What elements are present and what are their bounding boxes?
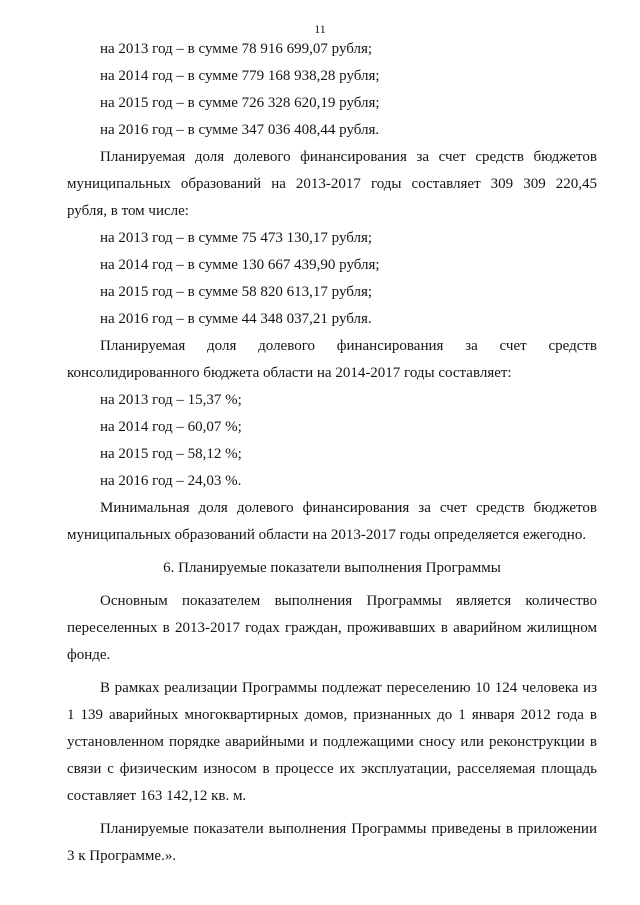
percentage-list xyxy=(67,387,597,495)
paragraph-line: Минимальная доля долевого финансирования за счет средств бюджетов xyxy=(100,500,597,516)
list-item: на 2013 год – 15,37 %; xyxy=(100,392,242,408)
list-item: на 2016 год – в сумме 44 348 037,21 рубля. xyxy=(100,311,372,327)
budget-amounts-list xyxy=(67,36,597,144)
municipal-amounts-list xyxy=(67,225,597,333)
list-item: на 2013 год – в сумме 75 473 130,17 рубля; xyxy=(100,230,373,246)
list-item: на 2015 год – в сумме 726 328 620,19 рубля; xyxy=(100,95,380,111)
section-title: 6. Планируемые показатели выполнения Программы xyxy=(163,560,501,576)
paragraph-line: связи с физическим износом в процессе их эксплуатации, расселяемая площадь xyxy=(67,761,597,777)
paragraph-line: Планируемые показатели выполнения Программы приведены в приложении xyxy=(100,821,597,837)
list-item: на 2016 год – в сумме 347 036 408,44 рубля. xyxy=(100,122,380,138)
paragraph-line: консолидированного бюджета области на 2014-2017 годы составляет: xyxy=(67,365,512,381)
paragraph-line: В рамках реализации Программы подлежат переселению 10 124 человека из xyxy=(100,680,597,696)
list-item: на 2014 год – в сумме 130 667 439,90 рубля; xyxy=(100,257,380,273)
page-number: 11 xyxy=(314,22,326,36)
paragraph-line: 1 139 аварийных многоквартирных домов, признанных до 1 января 2012 года в xyxy=(67,707,597,723)
paragraph-line: переселенных в 2013-2017 годах граждан, проживавших в аварийном жилищном xyxy=(67,620,597,636)
list-item: на 2014 год – 60,07 %; xyxy=(100,419,242,435)
appendix-paragraph xyxy=(67,816,597,870)
list-item: на 2015 год – 58,12 %; xyxy=(100,446,242,462)
page-content xyxy=(67,36,597,870)
paragraph-line: рубля, в том числе: xyxy=(67,203,189,219)
consolidated-budget-paragraph xyxy=(67,333,597,387)
list-item: на 2014 год – в сумме 779 168 938,28 рубля; xyxy=(100,68,380,84)
paragraph-line: Основным показателем выполнения Программы является количество xyxy=(100,593,597,609)
paragraph-line: муниципальных образований области на 2013-2017 годы определяется ежегодно. xyxy=(67,527,587,543)
paragraph-line: установленном порядке аварийными и подлежащими сносу или реконструкции в xyxy=(67,734,597,750)
paragraph-line: Планируемая доля долевого финансирования за счет средств бюджетов xyxy=(100,149,597,165)
list-item: на 2013 год – в сумме 78 916 699,07 рубля; xyxy=(100,41,373,57)
resettlement-paragraph xyxy=(67,675,597,810)
minimal-share-paragraph xyxy=(67,495,597,549)
municipal-financing-paragraph xyxy=(67,144,597,225)
list-item: на 2016 год – 24,03 %. xyxy=(100,473,242,489)
paragraph-line: составляет 163 142,12 кв. м. xyxy=(67,788,247,804)
list-item: на 2015 год – в сумме 58 820 613,17 рубля; xyxy=(100,284,373,300)
paragraph-line: муниципальных образований на 2013-2017 годы составляет 309 309 220,45 xyxy=(67,176,597,192)
paragraph-line: 3 к Программе.». xyxy=(67,848,177,864)
paragraph-line: Планируемая доля долевого финансирования за счет средств xyxy=(100,338,597,354)
paragraph-line: фонде. xyxy=(67,647,111,663)
main-indicator-paragraph xyxy=(67,588,597,669)
